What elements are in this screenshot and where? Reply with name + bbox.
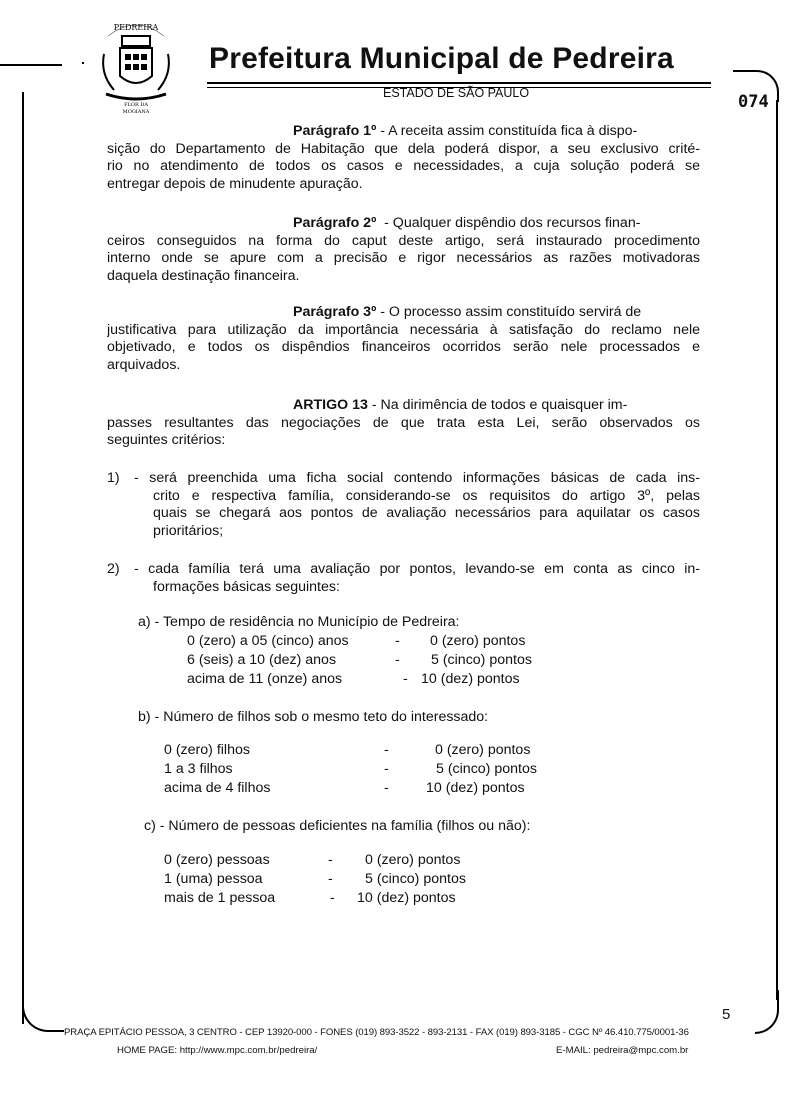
frame-border-bottom-right	[755, 990, 779, 1034]
criterion-range: 0 (zero) pessoas	[164, 852, 270, 868]
dash: -	[328, 871, 333, 887]
dash: -	[395, 633, 400, 649]
criterion-b-row	[0, 780, 800, 798]
item-2-line: - cada família terá uma avaliação por pontos, levando-se em conta as cinco in-	[134, 561, 700, 577]
svg-text:FLOR DA: FLOR DA	[124, 102, 148, 108]
svg-text:MOGIANA: MOGIANA	[122, 109, 150, 114]
points: 10 (dez) pontos	[426, 780, 525, 796]
criterion-b-heading: b) - Número de filhos sob o mesmo teto do interessado:	[138, 709, 489, 725]
paragraph-3-first-line	[293, 304, 641, 322]
criterion-a-row	[0, 671, 800, 689]
dash: -	[403, 671, 408, 687]
dash: -	[384, 761, 389, 777]
paragraph-2-first-line	[293, 215, 640, 233]
dash: -	[395, 652, 400, 668]
criterion-range: mais de 1 pessoa	[164, 890, 276, 906]
paragraph-1-line: entregar depois de minudente apuração.	[107, 175, 363, 192]
paragraph-1-line: rio no atendimento de todos os casos e necessidades, a cuja solução poderá se	[107, 158, 700, 174]
page-title: Prefeitura Municipal de Pedreira	[209, 42, 674, 75]
criterion-range: 1 (uma) pessoa	[164, 871, 263, 887]
criterion-a-row	[0, 652, 800, 670]
frame-top-left-rule	[0, 64, 62, 66]
article-text: - Na dirimência de todos e quaisquer im-	[367, 397, 628, 413]
criterion-c-row	[0, 890, 800, 908]
paragraph-3-line: arquivados.	[107, 356, 181, 373]
points: 10 (dez) pontos	[421, 671, 520, 687]
criterion-c-row	[0, 871, 800, 889]
points: 5 (cinco) pontos	[365, 871, 466, 887]
criterion-c-heading: c) - Número de pessoas deficientes na família (filhos ou não):	[144, 818, 531, 834]
frame-border-bottom-left	[22, 990, 64, 1032]
criterion-range: acima de 4 filhos	[164, 780, 271, 796]
points: 0 (zero) pontos	[365, 852, 461, 868]
paragraph-label: Parágrafo 1º	[293, 123, 377, 139]
page-number: 5	[722, 1006, 731, 1023]
paragraph-label: Parágrafo 2º	[293, 215, 377, 231]
paragraph-text: - O processo assim constituído servirá de	[376, 304, 642, 320]
paragraph-1-line: sição do Departamento de Habitação que dela poderá dispor, a seu exclusivo crité-	[107, 140, 700, 157]
frame-gap	[0, 62, 82, 92]
criterion-c-row	[0, 852, 800, 870]
criterion-range: acima de 11 (onze) anos	[187, 671, 343, 687]
paragraph-text: - A receita assim constituída fica à dispo-	[376, 123, 638, 139]
paragraph-1-first-line	[293, 123, 637, 141]
paragraph-3-line: justificativa para utilização da importância necessária à satisfação do reclamo nele	[107, 321, 700, 338]
criterion-range: 1 a 3 filhos	[164, 761, 233, 777]
points: 10 (dez) pontos	[357, 890, 456, 906]
paragraph-3-line: objetivado, e todos os dispêndios financeiros ocorridos serão nele processados e	[107, 339, 700, 355]
paragraph-label: Parágrafo 3º	[293, 304, 377, 320]
paragraph-text: - Qualquer dispêndio dos recursos finan-	[376, 215, 641, 231]
criterion-range: 0 (zero) filhos	[164, 742, 250, 758]
article-13-line: passes resultantes das negociações de que trata esta Lei, serão observados os	[107, 414, 700, 431]
points: 5 (cinco) pontos	[436, 761, 537, 777]
item-1-line: crito e respectiva família, considerando-se os requisitos do artigo 3º, pelas	[153, 487, 700, 504]
municipal-crest	[96, 14, 176, 114]
footer-address: PRAÇA EPITÁCIO PESSOA, 3 CENTRO - CEP 13920-000 - FONES (019) 893-3522 - 893-2131 - FAX (019) 893-3185 - CGC Nº 46.410.775/0001-36	[64, 1027, 689, 1038]
item-1-line: prioritários;	[153, 522, 224, 539]
criterion-a-row	[0, 633, 800, 651]
item-1-number: 1)	[107, 470, 120, 486]
page-stamp-number: 074	[738, 92, 769, 112]
item-2-number: 2)	[107, 561, 120, 577]
footer-homepage: HOME PAGE: http://www.mpc.com.br/pedreira/	[117, 1045, 318, 1056]
paragraph-2-line: ceiros conseguidos na forma do caput deste artigo, será instaurado procedimento	[107, 232, 700, 249]
dash: -	[330, 890, 335, 906]
paragraph-2-line: daquela destinação financeira.	[107, 267, 300, 284]
item-2-line: formações básicas seguintes:	[153, 578, 340, 595]
footer-email: E-MAIL: pedreira@mpc.com.br	[556, 1045, 689, 1056]
item-1-line: quais se chegará aos pontos de avaliação necessários para aquilatar os casos	[153, 505, 700, 521]
paragraph-2-line: interno onde se apure com a precisão e rigor necessários as razões motivadoras	[107, 250, 700, 266]
state-subtitle: ESTADO DE SÃO PAULO	[383, 86, 530, 100]
points: 0 (zero) pontos	[435, 742, 531, 758]
dash: -	[328, 852, 333, 868]
article-13-first-line	[293, 397, 627, 415]
criterion-b-row	[0, 761, 800, 779]
svg-text:PEDREIRA: PEDREIRA	[113, 23, 159, 32]
criterion-b-row	[0, 742, 800, 760]
points: 5 (cinco) pontos	[431, 652, 532, 668]
criterion-range: 6 (seis) a 10 (dez) anos	[187, 652, 337, 668]
criterion-a-heading: a) - Tempo de residência no Município de Pedreira:	[138, 614, 460, 630]
article-label: ARTIGO 13	[293, 397, 368, 413]
article-13-line: seguintes critérios:	[107, 432, 226, 448]
dash: -	[384, 780, 389, 796]
criterion-range: 0 (zero) a 05 (cinco) anos	[187, 633, 349, 649]
item-1-line: - será preenchida uma ficha social contendo informações básicas de cada ins-	[134, 470, 700, 486]
dash: -	[384, 742, 389, 758]
points: 0 (zero) pontos	[430, 633, 526, 649]
